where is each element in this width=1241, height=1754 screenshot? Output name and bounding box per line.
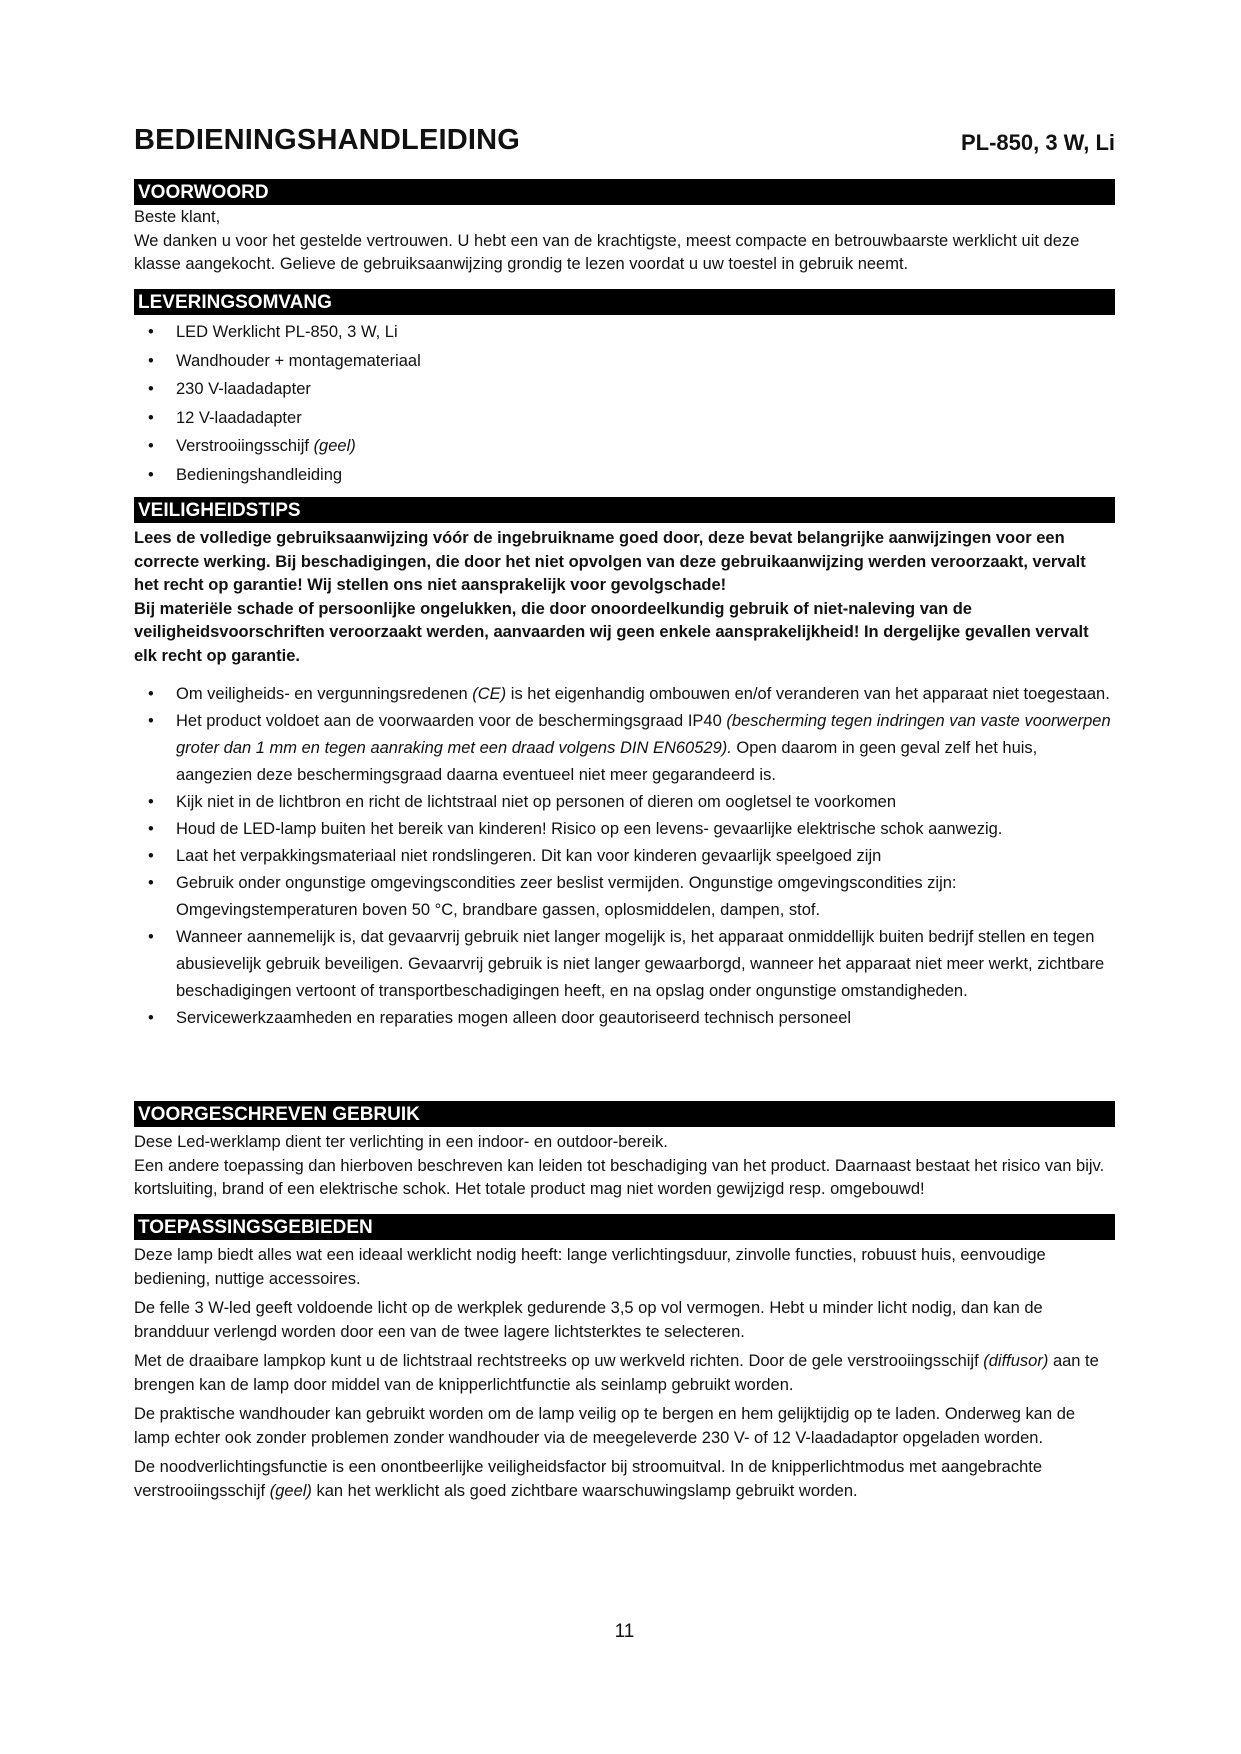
list-item: • Servicewerkzaamheden en reparaties mogen alleen door geautoriseerd technisch personeel	[134, 1005, 1115, 1032]
page-number: 11	[614, 1621, 635, 1642]
section-heading-leveringsomvang: LEVERINGSOMVANG	[134, 289, 1115, 315]
list-item: • LED Werklicht PL-850, 3 W, Li	[134, 318, 1115, 347]
list-item: • 12 V-laadadapter	[134, 404, 1115, 433]
section-veiligheidstips	[134, 527, 1115, 1032]
list-item: • Om veiligheids- en vergunningsredenen (CE) is het eigenhandig ombouwen en/of veranderen van het apparaat niet toegestaan.	[134, 681, 1115, 708]
section-heading-voorwoord: VOORWOORD	[134, 179, 1115, 205]
intended-use-line: Dese Led-werklamp dient ter verlichting in een indoor- en outdoor-bereik.	[134, 1133, 668, 1151]
supply-list	[134, 318, 1115, 489]
section-voorwoord	[134, 206, 1115, 277]
list-item: • Het product voldoet aan de voorwaarden voor de beschermingsgraad IP40 (bescherming tegen indringen van vaste voorwerpen groter dan 1 mm en tegen aanraking met een draad volgens DIN EN60529). Open daarom in geen geval zelf het huis, aangezien deze beschermingsgraad daarna eventueel niet meer gegarandeerd is.	[134, 708, 1115, 789]
section-leveringsomvang	[134, 318, 1115, 489]
list-item: • Wandhouder + montagemateriaal	[134, 347, 1115, 376]
document-title: BEDIENINGSHANDLEIDING	[134, 124, 521, 156]
page-header	[134, 124, 1115, 164]
paragraph: Deze lamp biedt alles wat een ideaal werklicht nodig heeft: lange verlichtingsduur, zinvolle functies, robuust huis, eenvoudige bediening, nuttige accessoires.	[134, 1246, 1046, 1288]
list-item: • Houd de LED-lamp buiten het bereik van kinderen! Risico op een levens- gevaarlijke elektrische schok aanwezig.	[134, 816, 1115, 843]
list-item: • 230 V-laadadapter	[134, 375, 1115, 404]
list-item: • Laat het verpakkingsmateriaal niet rondslingeren. Dit kan voor kinderen gevaarlijk speelgoed zijn	[134, 843, 1115, 870]
warning-paragraph: Lees de volledige gebruiksaanwijzing vóór de ingebruikname goed door, deze bevat belangrijke aanwijzingen voor een correcte werking. Bij beschadigingen, die door het niet opvolgen van deze gebruikaanwijzing werden veroorzaakt, vervalt het recht op garantie! Wij stellen ons niet aansprakelijk voor gevolgschade!	[134, 529, 1086, 594]
misuse-paragraph: Een andere toepassing dan hierboven beschreven kan leiden tot beschadiging van het product. Daarnaast bestaat het risico van bijv. kortsluiting, brand of een elektrische schok. Het totale product mag niet worden gewijzigd resp. omgebouwd!	[134, 1156, 1105, 1198]
list-item: • Bedieningshandleiding	[134, 461, 1115, 490]
section-heading-toepassingsgebieden: TOEPASSINGSGEBIEDEN	[134, 1214, 1115, 1240]
section-heading-veiligheidstips: VEILIGHEIDSTIPS	[134, 497, 1115, 523]
safety-list	[134, 681, 1115, 1032]
liability-paragraph: Bij materiële schade of persoonlijke ongelukken, die door onoordeelkundig gebruik of niet-naleving van de veiligheidsvoorschriften veroorzaakt werden, aanvaarden wij geen enkele aansprakelijkheid! In dergelijke gevallen vervalt elk recht op garantie.	[134, 599, 1089, 665]
section-heading-voorgeschreven-gebruik: VOORGESCHREVEN GEBRUIK	[134, 1101, 1115, 1127]
greeting: Beste klant,	[134, 208, 221, 226]
list-item: • Kijk niet in de lichtbron en richt de lichtstraal niet op personen of dieren om oogletsel te voorkomen	[134, 789, 1115, 816]
section-toepassingsgebieden	[134, 1244, 1115, 1503]
paragraph: De noodverlichtingsfunctie is een onontbeerlijke veiligheidsfactor bij stroomuitval. In de knipperlichtmodus met aangebrachte verstrooiingsschijf (geel) kan het werklicht als goed zichtbare waarschuwingslamp gebruikt worden.	[134, 1458, 1043, 1500]
intro-paragraph: We danken u voor het gestelde vertrouwen. U hebt een van de krachtigste, meest compacte en betrouwbaarste werklicht uit deze klasse aangekocht. Gelieve de gebruiksaanwijzing grondig te lezen voordat u uw toestel in gebruik neemt.	[134, 231, 1080, 273]
section-voorgeschreven-gebruik	[134, 1131, 1115, 1202]
list-item: • Verstrooiingsschijf (geel)	[134, 432, 1115, 461]
list-item: • Wanneer aannemelijk is, dat gevaarvrij gebruik niet langer mogelijk is, het apparaat onmiddellijk buiten bedrijf stellen en tegen abusievelijk gebruik beveiligen. Gevaarvrij gebruik is niet langer gewaarborgd, wanneer het apparaat niet meer werkt, zichtbare beschadigingen vertoont of transportbeschadigingen heeft, en na opslag onder ongunstige omstandigheden.	[134, 924, 1115, 1005]
model-designation: PL-850, 3 W, Li	[960, 130, 1115, 155]
paragraph: De praktische wandhouder kan gebruikt worden om de lamp veilig op te bergen en hem gelijktijdig op te laden. Onderweg kan de lamp echter ook zonder problemen zonder wandhouder via de meegeleverde 230 V- of 12 V-laadadaptor opgeladen worden.	[134, 1405, 1076, 1447]
paragraph: Met de draaibare lampkop kunt u de lichtstraal rechtstreeks op uw werkveld richten. Door de gele verstrooiingsschijf (diffusor) aan te brengen kan de lamp door middel van de knipperlichtfunctie als seinlamp gebruikt worden.	[134, 1352, 1099, 1394]
list-item: • Gebruik onder ongunstige omgevingscondities zeer beslist vermijden. Ongunstige omgevingscondities zijn: Omgevingstemperaturen boven 50 °C, brandbare gassen, oplosmiddelen, dampen, stof.	[134, 870, 1115, 924]
paragraph: De felle 3 W-led geeft voldoende licht op de werkplek gedurende 3,5 op vol vermogen. Hebt u minder licht nodig, dan kan de brandduur verlengd worden door een van de twee lagere lichtsterktes te selecteren.	[134, 1299, 1043, 1341]
